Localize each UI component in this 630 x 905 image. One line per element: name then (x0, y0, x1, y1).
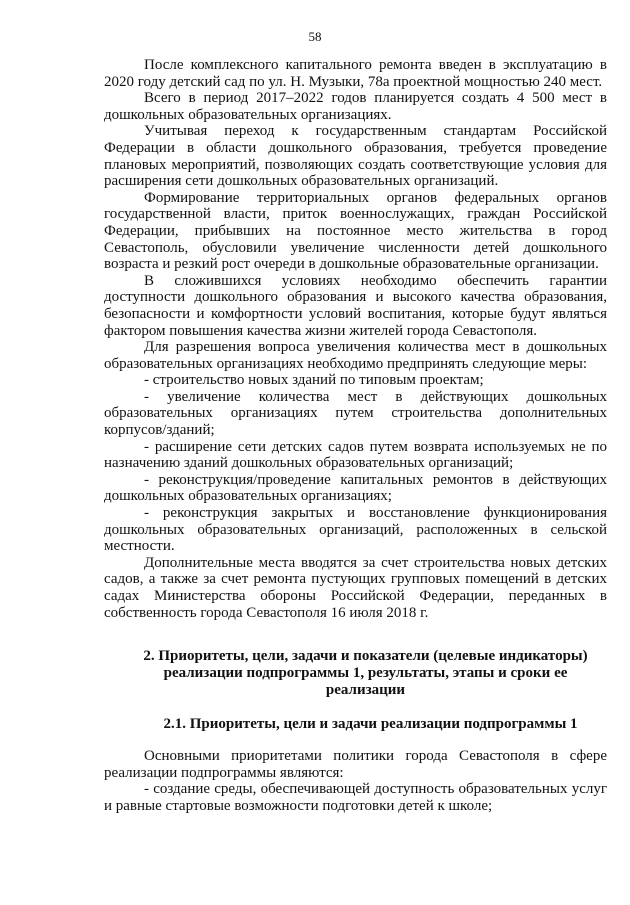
list-item-measure: - реконструкция/проведение капитальных ремонтов в действующих дошкольных образовательных организациях; (104, 471, 607, 505)
paragraph-guarantees: В сложившихся условиях необходимо обеспечить гарантии доступности дошкольного образования и высокого качества образования, безопасности и комфортности условий воспитания, которые будут являться фактором повышения качества жизни жителей города Севастополя. (104, 272, 607, 339)
paragraph-state-standards: Учитывая переход к государственным стандартам Российской Федерации в области дошкольного образования, требуется проведение плановых мероприятий, позволяющих создать соответствующие условия для расширения сети дошкольных образовательных организаций. (104, 123, 607, 190)
list-item-measure: - строительство новых зданий по типовым проектам; (144, 372, 484, 389)
subsection-heading: 2.1. Приоритеты, цели и задачи реализации подпрограммы 1 (163, 716, 578, 733)
list-item-priority: - создание среды, обеспечивающей доступность образовательных услуг и равные стартовые возможности подготовки детей к школе; (104, 781, 607, 814)
list-item-measure: - увеличение количества мест в действующих дошкольных образовательных организациях путем строительства дополнительных корпусов/зданий; (104, 388, 607, 439)
paragraph-kindergarten-repair: После комплексного капитального ремонта введен в эксплуатацию в 2020 году детский сад по ул. Н. Музыки, 78а проектной мощностью 240 мест. (104, 57, 607, 90)
section-heading-line1: 2. Приоритеты, цели, задачи и показатели (целевые индикаторы) (143, 648, 588, 665)
paragraph-population-growth: Формирование территориальных органов федеральных органов государственной власти, приток военнослужащих, граждан Российской Федерации, прибывших на постоянное место жительства в город Севастополь, обусловили увеличение численности детей дошкольного возраста и резкий рост очереди в дошкольные образовательные организации. (104, 189, 607, 273)
document-body (104, 57, 607, 815)
page-number: 58 (308, 29, 322, 44)
section-heading-line2: реализации подпрограммы 1, результаты, этапы и сроки ее реализации (163, 665, 568, 699)
paragraph-measures-intro: Для разрешения вопроса увеличения количества мест в дошкольных образовательных организациях необходимо предпринять следующие меры: (104, 339, 607, 372)
list-item-measure: - реконструкция закрытых и восстановление функционирования дошкольных образовательных организаций, расположенных в сельской местности. (104, 505, 607, 555)
list-item-measure: - расширение сети детских садов путем возврата используемых не по назначению зданий дошкольных образовательных организаций; (104, 438, 607, 472)
paragraph-planned-places: Всего в период 2017–2022 годов планируется создать 4 500 мест в дошкольных образовательных организациях. (104, 90, 607, 123)
paragraph-additional-places: Дополнительные места вводятся за счет строительства новых детских садов, а также за счет ремонта пустующих групповых помещений в детских садах Министерства обороны Российской Федерации, переданных в собственность города Севастополя 16 июля 2018 г. (104, 554, 607, 621)
paragraph-priorities: Основными приоритетами политики города Севастополя в сфере реализации подпрограммы являются: (104, 748, 607, 781)
section-heading (104, 648, 607, 699)
